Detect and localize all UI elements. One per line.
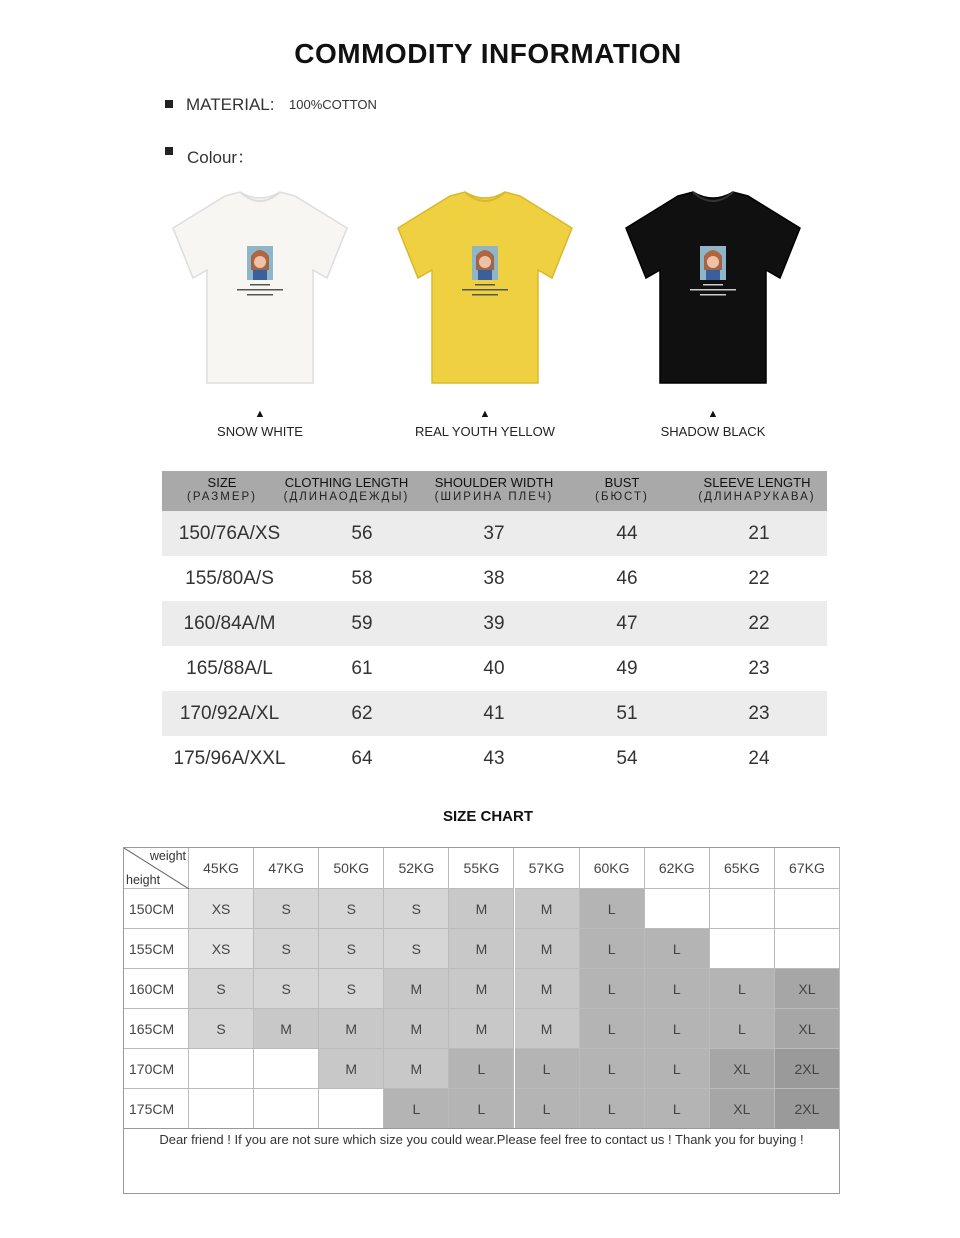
size-recommendation-cell: M [384,1009,449,1049]
size-recommendation-cell: S [254,929,319,969]
divider [124,1128,839,1129]
measurement-cell: 49 [616,658,638,679]
measurement-cell: 61 [351,658,373,679]
size-recommendation-cell: S [319,889,384,929]
size-recommendation-cell [189,1049,254,1089]
bullet-icon [165,100,173,108]
size-table-header [162,471,827,511]
header-main-label: CLOTHING LENGTH [284,475,409,490]
size-recommendation-cell: M [449,929,514,969]
size-recommendation-cell: L [645,1049,710,1089]
measurement-cell: 41 [483,703,505,724]
measurement-cell: 56 [351,523,373,544]
size-recommendation-cell: M [254,1009,319,1049]
size-recommendation-cell: L [710,969,775,1009]
size-recommendation-cell: L [710,1009,775,1049]
table-row [162,511,827,556]
tshirt-image [618,188,808,388]
size-recommendation-cell [710,929,775,969]
size-recommendation-cell: L [449,1049,514,1089]
size-recommendation-cell [254,1049,319,1089]
size-cell: 150/76A/XS [178,523,281,544]
size-cell: 155/80A/S [185,568,274,589]
size-recommendation-cell: L [645,969,710,1009]
up-arrow-icon: ▲ [707,408,719,420]
header-sub-label: (РАЗМЕР) [187,491,257,503]
measurement-cell: 40 [483,658,505,679]
weight-header-cell: 65KG [710,848,775,889]
size-recommendation-cell: L [515,1049,580,1089]
measurement-cell: 23 [748,703,770,724]
size-table-header-cell [572,475,672,505]
size-recommendation-cell: M [515,889,580,929]
header-main-label: BUST [604,475,640,490]
size-cell: 160/84A/M [183,613,276,634]
size-recommendation-cell [319,1089,384,1129]
size-recommendation-cell [710,889,775,929]
up-arrow-icon: ▲ [479,408,491,420]
size-recommendation-cell [189,1089,254,1129]
height-row-label: 175CM [124,1089,189,1129]
bullet-icon [165,147,173,155]
size-recommendation-cell: XS [189,889,254,929]
size-recommendation-cell: L [580,1049,645,1089]
measurement-cell: 43 [483,748,505,769]
measurement-cell: 23 [748,658,770,679]
weight-header-cell: 62KG [645,848,710,889]
size-recommendation-cell: M [319,1009,384,1049]
measurement-cell: 38 [483,568,505,589]
size-recommendation-cell: L [580,969,645,1009]
contact-note: Dear friend ! If you are not sure which size you could wear.Please feel free to contact us ! Thank you for buying ! [159,1132,804,1147]
size-recommendation-cell: M [449,969,514,1009]
size-table-header-cell [274,475,419,505]
corner-cell [124,848,189,889]
header-sub-label: (ДЛИНАОДЕЖДЫ) [283,491,410,503]
size-recommendation-cell: S [254,889,319,929]
header-main-label: SIZE [207,475,237,490]
tshirt-image [165,188,355,388]
size-recommendation-cell: M [515,1009,580,1049]
measurement-cell: 47 [616,613,638,634]
size-recommendation-cell: L [580,1089,645,1129]
material-value: 100%COTTON [289,97,377,112]
size-recommendation-cell: S [189,969,254,1009]
size-recommendation-cell: L [645,1009,710,1049]
measurement-cell: 22 [748,613,770,634]
table-row [162,691,827,736]
measurement-cell: 58 [351,568,373,589]
size-recommendation-cell: L [515,1089,580,1129]
measurement-cell: 51 [616,703,638,724]
height-row-label: 155CM [124,929,189,969]
size-recommendation-cell: S [319,929,384,969]
size-chart-title: SIZE CHART [443,808,533,825]
size-recommendation-cell: L [449,1089,514,1129]
size-table-header-cell [424,475,564,505]
height-row-label: 150CM [124,889,189,929]
measurement-cell: 21 [748,523,770,544]
weight-header-cell: 47KG [254,848,319,889]
colour-label: Colour： [187,148,255,167]
weight-header-cell: 55KG [449,848,514,889]
size-table [162,471,827,781]
size-recommendation-cell: L [580,929,645,969]
tshirt-image [390,188,580,388]
size-recommendation-cell: M [515,969,580,1009]
size-recommendation-cell: XL [710,1089,775,1129]
header-sub-label: (БЮСТ) [595,491,649,503]
size-recommendation-cell: S [384,929,449,969]
measurement-cell: 62 [351,703,373,724]
size-chart [123,847,840,1194]
size-recommendation-cell: L [645,1089,710,1129]
height-row-label: 160CM [124,969,189,1009]
header-sub-label: (ДЛИНАРУКАВА) [698,491,816,503]
size-recommendation-cell: S [319,969,384,1009]
table-row [162,736,827,781]
height-axis-label: height [126,873,161,887]
page-title: COMMODITY INFORMATION [294,38,682,69]
size-recommendation-cell [775,929,840,969]
measurement-cell: 22 [748,568,770,589]
size-recommendation-cell: M [449,1009,514,1049]
color-name-label: SHADOW BLACK [660,424,766,439]
size-recommendation-cell: M [319,1049,384,1089]
weight-header-cell: 60KG [580,848,645,889]
up-arrow-icon: ▲ [254,408,266,420]
size-recommendation-cell: XS [189,929,254,969]
measurement-cell: 64 [351,748,373,769]
weight-header-cell: 45KG [189,848,254,889]
weight-header-cell: 67KG [775,848,840,889]
weight-header-cell: 50KG [319,848,384,889]
size-recommendation-cell: M [449,889,514,929]
measurement-cell: 37 [483,523,505,544]
size-recommendation-cell: XL [775,1009,840,1049]
measurement-cell: 54 [616,748,638,769]
weight-header-cell: 57KG [515,848,580,889]
measurement-cell: 59 [351,613,373,634]
size-recommendation-cell: S [189,1009,254,1049]
size-recommendation-cell: L [384,1089,449,1129]
size-recommendation-cell: XL [775,969,840,1009]
size-table-header-cell [682,475,832,505]
weight-axis-label: weight [149,849,186,863]
measurement-cell: 24 [748,748,770,769]
measurement-cell: 44 [616,523,638,544]
size-recommendation-cell [775,889,840,929]
size-cell: 165/88A/L [186,658,273,679]
size-recommendation-cell: M [515,929,580,969]
height-row-label: 165CM [124,1009,189,1049]
size-table-header-cell [162,475,282,505]
size-recommendation-cell: M [384,1049,449,1089]
size-recommendation-cell: L [645,929,710,969]
measurement-cell: 46 [616,568,638,589]
size-recommendation-cell: L [580,1009,645,1049]
size-recommendation-cell [254,1089,319,1129]
size-recommendation-cell: S [254,969,319,1009]
size-recommendation-cell: S [384,889,449,929]
color-name-label: REAL YOUTH YELLOW [415,424,555,439]
size-recommendation-cell: L [580,889,645,929]
table-row [162,601,827,646]
header-main-label: SHOULDER WIDTH [434,475,554,490]
size-recommendation-cell: M [384,969,449,1009]
header-main-label: SLEEVE LENGTH [703,475,811,490]
height-row-label: 170CM [124,1049,189,1089]
color-name-label: SNOW WHITE [217,424,303,439]
table-row [162,646,827,691]
size-cell: 170/92A/XL [179,703,280,724]
size-recommendation-cell: 2XL [775,1049,840,1089]
size-cell: 175/96A/XXL [173,748,286,769]
measurement-cell: 39 [483,613,505,634]
weight-header-cell: 52KG [384,848,449,889]
size-recommendation-cell: XL [710,1049,775,1089]
size-recommendation-cell [645,889,710,929]
size-recommendation-cell: 2XL [775,1089,840,1129]
header-sub-label: (ШИРИНА ПЛЕЧ) [434,491,554,503]
table-row [162,556,827,601]
material-label: MATERIAL: [186,95,275,114]
